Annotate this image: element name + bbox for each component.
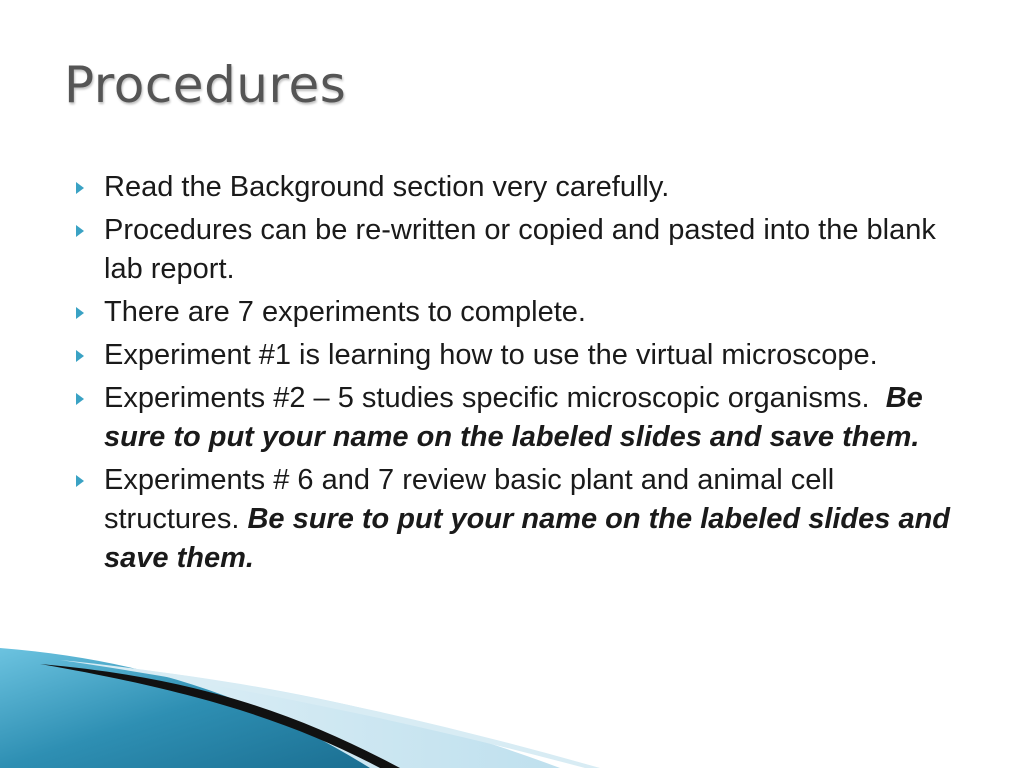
triangle-bullet-icon xyxy=(76,182,84,194)
bullet-emphasis-text: Be sure to put your name on the labeled slides and save them. xyxy=(104,382,923,453)
triangle-bullet-icon xyxy=(76,225,84,237)
bullet-item xyxy=(74,336,954,375)
triangle-bullet-icon xyxy=(76,475,84,487)
triangle-bullet-icon xyxy=(76,350,84,362)
bullet-list xyxy=(74,168,954,582)
triangle-bullet-icon xyxy=(76,393,84,405)
bullet-item xyxy=(74,293,954,332)
bullet-text: Experiments #2 – 5 studies specific microscopic organisms. xyxy=(104,382,886,414)
page-title: Procedures xyxy=(64,56,347,114)
bullet-text: Experiment #1 is learning how to use the virtual microscope. xyxy=(104,339,878,371)
bullet-item xyxy=(74,379,954,457)
bullet-text: Procedures can be re-written or copied and pasted into the blank lab report. xyxy=(104,214,936,285)
bullet-item xyxy=(74,211,954,289)
bullet-text: Experiments # 6 and 7 review basic plant and animal cell structures. xyxy=(104,464,843,535)
triangle-bullet-icon xyxy=(76,307,84,319)
bullet-item xyxy=(74,168,954,207)
bullet-emphasis-text: Be sure to put your name on the labeled slides and save them. xyxy=(104,503,951,574)
bullet-item xyxy=(74,461,954,578)
bullet-text: Read the Background section very carefully. xyxy=(104,171,670,203)
bullet-text: There are 7 experiments to complete. xyxy=(104,296,586,328)
